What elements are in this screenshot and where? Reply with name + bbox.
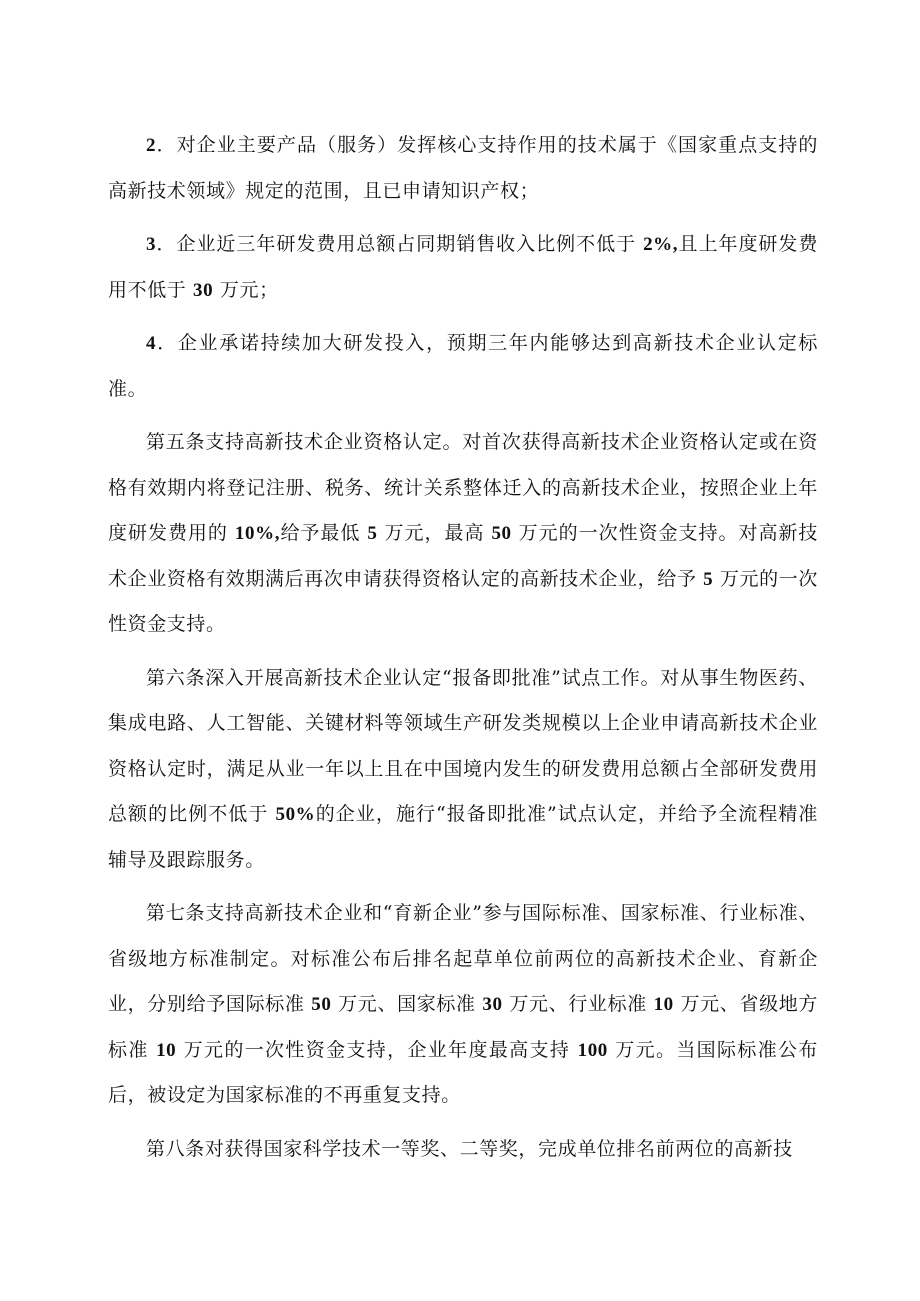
paragraph-text: 万元、国家标准 [331,993,483,1015]
item-number: 3 [146,234,157,255]
paragraph-text: 万元； [213,278,279,301]
paragraph-text: 万元的一次性资金支持。对高新技术企业资格有效期满后再次申请获得资格认定的高新技术企业，给予 [108,522,819,590]
bold-value: 5 [703,568,714,590]
item-number: 4 [146,333,157,354]
bold-value: 100 [577,1039,608,1061]
paragraph-text: 万元的一次性资金支持，企业年度最高支持 [176,1038,578,1061]
paragraph-text: 第七条支持高新技术企业和“育新企业”参与国际标准、国家标准、行业标准、省级地方标准制定。对标准公布后排名起草单位前两位的高新技术企业、育新企业，分别给予国际标准 [108,902,818,1015]
paragraph-text: 第六条深入开展高新技术企业认定“报备即批准”试点工作。对从事生物医药、集成电路、人工智能、关键材料等领域生产研发类规模以上企业申请高新技术企业资格认定时，满足从业一年以上且在中国境内发生的研发费用总额占全部研发费用总额的比例不低于 [108,666,818,825]
paragraph-article-5 [108,420,818,648]
paragraph-article-7 [108,891,818,1119]
bold-value: 50 [311,994,332,1015]
paragraph-article-6 [108,656,818,884]
bold-value: 2%, [643,234,679,255]
bold-value: 50% [275,804,316,825]
paragraph-text: 第五条支持高新技术企业资格认定。对首次获得高新技术企业资格认定或在资格有效期内将登记注册、税务、统计关系整体迁入的高新技术企业，按照企业上年度研发费用的 [108,431,818,544]
paragraph-text: ．企业承诺持续加大研发投入，预期三年内能够达到高新技术企业认定标准。 [108,332,818,400]
bold-value: 30 [193,279,214,301]
paragraph-text: 第八条对获得国家科学技术一等奖、二等奖，完成单位排名前两位的高新技 [146,1137,793,1160]
paragraph-text: 给予最低 [280,522,368,544]
paragraph-text: 万元，最高 [377,522,492,544]
paragraph-item-2 [108,123,818,214]
item-number: 2 [146,135,157,156]
paragraph-text: 万元、省级地方标准 [108,993,818,1061]
paragraph-text: 的企业，施行“报备即批准”试点认定，并给予全流程精准辅导及跟踪服务。 [108,803,818,871]
paragraph-item-3 [108,222,818,313]
bold-value: 50 [491,523,512,544]
paragraph-text: 万元、行业标准 [502,993,654,1015]
paragraph-text: 万元的一次性资金支持。 [108,567,818,635]
paragraph-article-8 [108,1127,818,1173]
bold-value: 10 [653,994,674,1015]
bold-value: 30 [482,994,503,1015]
bold-value: 10%, [234,523,281,544]
bold-value: 10 [156,1039,177,1061]
paragraph-item-4 [108,321,818,412]
paragraph-text: ．对企业主要产品（服务）发挥核心支持作用的技术属于《国家重点支持的高新技术领域》规定的范围，且已申请知识产权； [108,134,818,202]
paragraph-text: 且上年度研发费用不低于 [108,233,818,301]
paragraph-text: 万元。当国际标准公布后，被设定为国家标准的不再重复支持。 [108,1038,819,1106]
paragraph-text: ．企业近三年研发费用总额占同期销售收入比例不低于 [156,233,644,255]
document-page [108,123,818,1180]
bold-value: 5 [367,523,378,544]
